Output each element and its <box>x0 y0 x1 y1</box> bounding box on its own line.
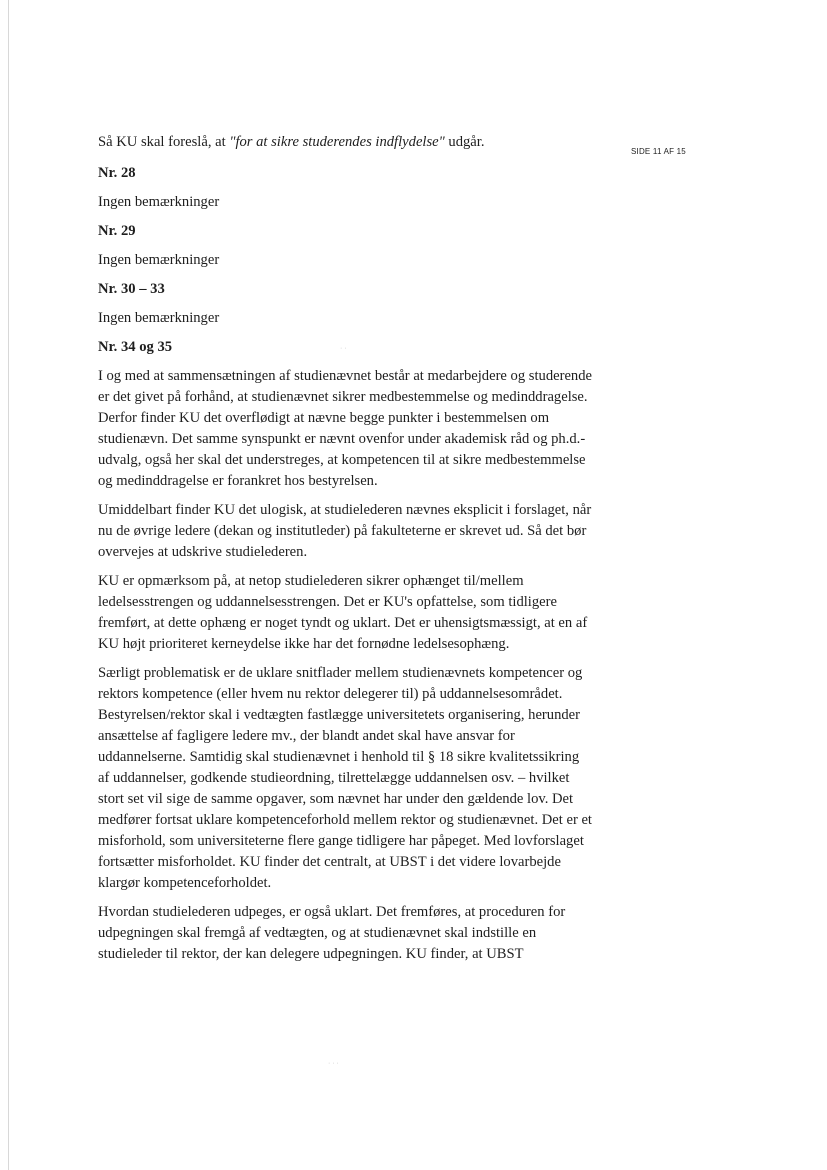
paragraph-management-link: KU er opmærksom på, at netop studielederen sikrer ophænget til/mellem ledelsesstrengen og uddannelsesstrengen. Det er KU's opfattelse, som tidligere fremført, at dette ophæng er noget tyndt og uklart. Det er uhensigtsmæssigt, at en af KU højt prioriteret kerneydelse ikke har det fornødne ledelsesophæng. <box>98 573 588 652</box>
paragraph-appointment: Hvordan studielederen udpeges, er også uklart. Det fremføres, at proceduren for udpegningen skal fremgå af vedtægten, og at studienævnet skal indstille en studieleder til rektor, der kan delegere udpegningen. KU finder, at UBST <box>98 904 566 962</box>
intro-quote: "for at sikre studerendes indflydelse" <box>229 134 445 150</box>
section-heading-nr-34-35: Nr. 34 og 35 <box>98 339 173 355</box>
section-remark-nr-28: Ingen bemærkninger <box>98 194 220 210</box>
section-heading-nr-28: Nr. 28 <box>98 165 136 181</box>
paragraph-study-leader: Umiddelbart finder KU det ulogisk, at studielederen nævnes eksplicit i forslaget, når nu de øvrige ledere (dekan og institutleder) på fakulteterne er skrevet ud. Så det bør overvejes at udskrive studielederen. <box>98 502 592 560</box>
section-remark-nr-29: Ingen bemærkninger <box>98 252 220 268</box>
section-heading-nr-30-33: Nr. 30 – 33 <box>98 281 165 297</box>
section-heading-nr-29: Nr. 29 <box>98 223 136 239</box>
page-number-label: SIDE 11 AF 15 <box>631 147 686 156</box>
scan-speck: · · <box>340 345 347 352</box>
paragraph-competence-interfaces: Særligt problematisk er de uklare snitflader mellem studienævnets kompetencer og rektors kompetence (eller hvem nu rektor delegerer til) på uddannelsesområdet. Bestyrelsen/rektor skal i vedtægten fastlægge universitetets organisering, herunder ansættelse af fagligere ledere mv., der blandt andet skal have ansvar for uddannelserne. Samtidig skal studienævnet i henhold til § 18 sikre kvalitetssikring af uddannelser, godkende studieordning, tilrettelægge uddannelsen osv. – hvilket stort set vil sige de samme opgaver, som nævnet har under den gældende lov. Det medfører fortsat uklare kompetenceforhold mellem rektor og studienævnet. Det er et misforhold, som universiteterne flere gange tidligere har påpeget. Med lovforslaget fortsætter misforholdet. KU finder det centralt, at UBST i det videre lovarbejde klargør kompetenceforholdet. <box>98 665 592 891</box>
section-remark-nr-30-33: Ingen bemærkninger <box>98 310 220 326</box>
intro-text-after: udgår. <box>444 134 485 150</box>
intro-text-before: Så KU skal foreslå, at <box>98 134 230 150</box>
scan-speck: · · · <box>328 1060 339 1067</box>
paragraph-composition: I og med at sammensætningen af studienævnet består at medarbejdere og studerende er det givet på forhånd, at studienævnet sikrer medbestemmelse og medinddragelse. Derfor finder KU det overflødigt at nævne begge punkter i bestemmelsen om studienævn. Det samme synspunkt er nævnt ovenfor under akademisk råd og ph.d.-udvalg, også her skal det understreges, at kompetencen til at sikre medbestemmelse og medinddragelse er forankret hos bestyrelsen. <box>98 368 593 489</box>
page-edge-line <box>8 0 9 1170</box>
document-body <box>98 132 594 973</box>
intro-paragraph <box>98 132 594 153</box>
